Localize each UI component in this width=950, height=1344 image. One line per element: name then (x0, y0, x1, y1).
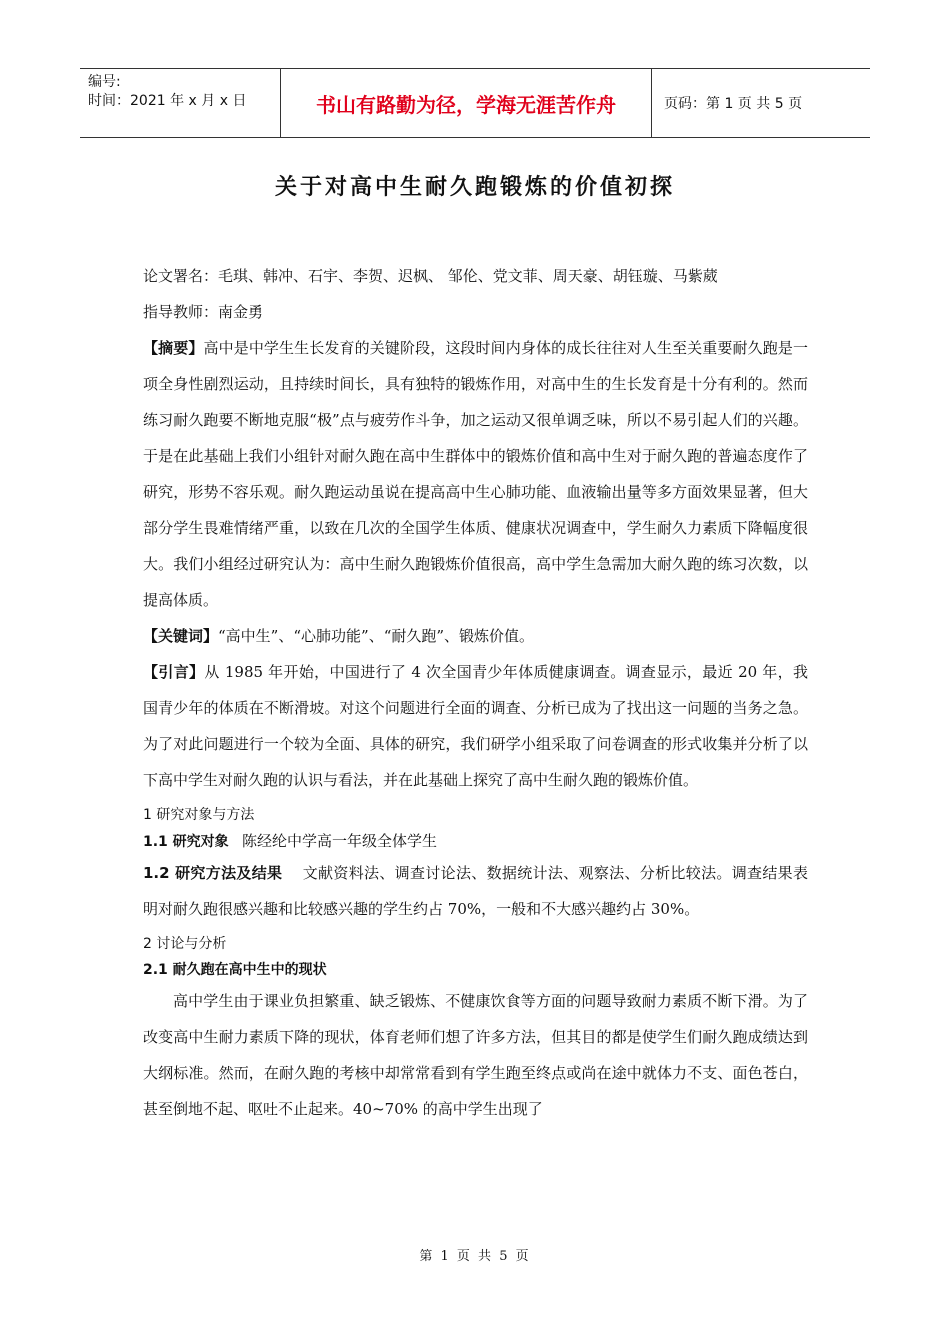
section-1-1-label: 1.1 研究对象 (143, 834, 229, 850)
abstract-label: 【摘要】 (143, 339, 204, 357)
document-body (143, 258, 808, 1127)
page-footer: 第 1 页 共 5 页 (419, 1249, 531, 1264)
section-1-heading: 1 研究对象与方法 (143, 807, 255, 823)
section-2-1-heading: 2.1 耐久跑在高中生中的现状 (143, 962, 327, 978)
abstract-paragraph (143, 330, 808, 618)
section-1-2 (143, 855, 808, 927)
intro-label: 【引言】 (143, 663, 205, 681)
header-page-info: 页码：第 1 页 共 5 页 (664, 96, 803, 112)
section-2-1-text: 高中学生由于课业负担繁重、缺乏锻炼、不健康饮食等方面的问题导致耐力素质不断下滑。为了改变高中生耐力素质下降的现状，体育老师们想了许多方法，但其目的都是使学生们耐久跑成绩达到大纲标准。然而，在耐久跑的考核中却常常看到有学生跑至终点或尚在途中就体力不支、面色苍白，甚至倒地不起、呕吐不止起来。40~70% 的高中学生出现了 (143, 992, 808, 1118)
abstract-text: 高中是中学生生长发育的关键阶段，这段时间内身体的成长往往对人生至关重要耐久跑是一项全身性剧烈运动，且持续时间长，具有独特的锻炼作用，对高中生的生长发育是十分有利的。然而练习耐久跑要不断地克服“极”点与疲劳作斗争，加之运动又很单调乏味，所以不易引起人们的兴趣。于是在此基础上我们小组针对耐久跑在高中生群体中的锻炼价值和高中生对于耐久跑的普遍态度作了研究，形势不容乐观。耐久跑运动虽说在提高高中生心肺功能、血液输出量等多方面效果显著，但大部分学生畏难情绪严重，以致在几次的全国学生体质、健康状况调查中，学生耐久力素质下降幅度很大。我们小组经过研究认为：高中生耐久跑锻炼价值很高，高中学生急需加大耐久跑的练习次数，以提高体质。 (143, 339, 808, 609)
authors-line: 论文署名：毛琪、韩冲、石宇、李贺、迟枫、 邹伦、党文菲、周天豪、胡钰璇、马紫葳 (143, 267, 718, 285)
keywords-text: “高中生”、“心肺功能”、“耐久跑”、锻炼价值。 (218, 627, 535, 645)
intro-text: 从 1985 年开始，中国进行了 4 次全国青少年体质健康调查。调查显示，最近 20 年，我国青少年的体质在不断滑坡。对这个问题进行全面的调查、分析已成为了找出这一问题的当务之急。为了对此问题进行一个较为全面、具体的研究，我们研学小组采取了问卷调查的形式收集并分析了以下高中学生对耐久跑的认识与看法，并在此基础上探究了高中生耐久跑的锻炼价值。 (143, 663, 808, 789)
number-label: 编号: (88, 74, 121, 90)
keywords-label: 【关键词】 (143, 627, 219, 645)
section-1-2-label: 1.2 研究方法及结果 (143, 864, 283, 882)
section-2-heading: 2 讨论与分析 (143, 936, 227, 952)
section-1-1-text: 陈经纶中学高一年级全体学生 (242, 832, 438, 850)
keywords-paragraph (143, 618, 808, 654)
advisor-line: 指导教师：南金勇 (143, 303, 264, 321)
section-1-2-text: 文献资料法、调查讨论法、数据统计法、观察法、分析比较法。调查结果表明对耐久跑很感兴趣和比较感兴趣的学生约占 70%，一般和不大感兴趣约占 30%。 (143, 864, 808, 918)
document-header (80, 68, 870, 138)
document-title: 关于对高中生耐久跑锻炼的价值初探 (274, 175, 675, 200)
header-motto: 书山有路勤为径，学海无涯苦作舟 (280, 69, 652, 137)
section-1-1 (143, 828, 808, 855)
time-label: 时间：2021 年 x 月 x 日 (88, 93, 247, 109)
header-meta (80, 69, 280, 137)
intro-paragraph (143, 654, 808, 798)
